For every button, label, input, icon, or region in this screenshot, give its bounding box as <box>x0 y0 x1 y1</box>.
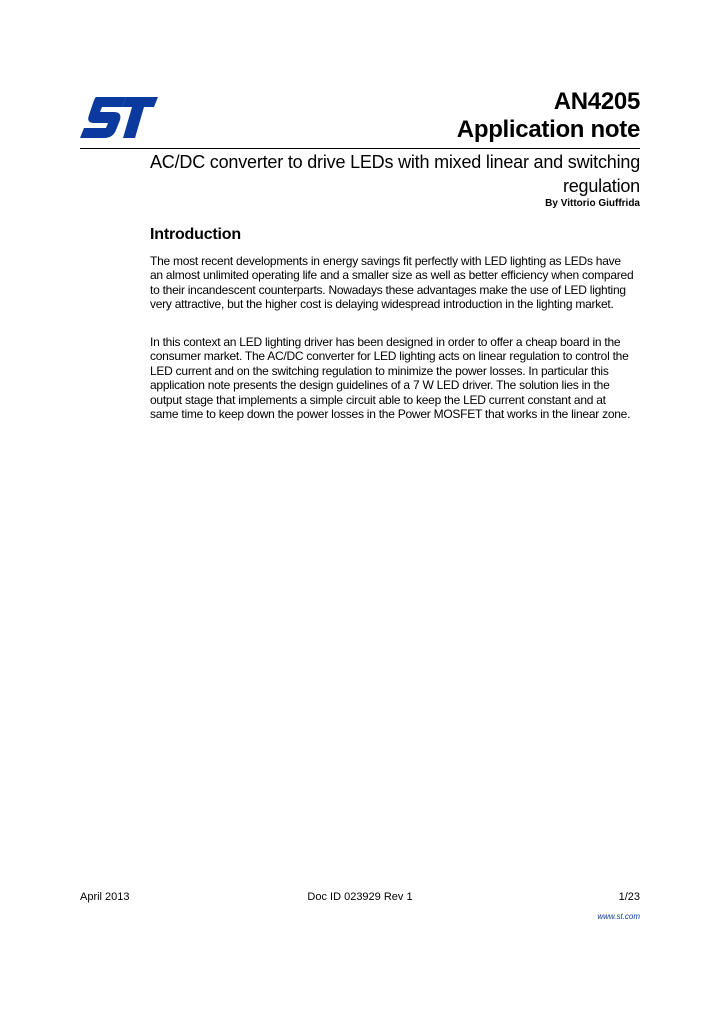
page-number: 1/23 <box>618 891 640 903</box>
author: By Vittorio Giuffrida <box>545 198 640 209</box>
introduction-paragraph: The most recent developments in energy savings fit perfectly with LED lighting as LEDs have an almost unlimited operating life and a smaller size as well as better efficiency when compared to their incandescent counterparts. Nowadays these advantages make the use of LED lighting very attractive, but the higher cost is delaying widespread introduction in the lighting market. <box>150 254 634 312</box>
page-footer <box>80 891 640 905</box>
document-header <box>457 88 640 144</box>
document-type: Application note <box>456 116 640 143</box>
document-number: AN4205 <box>553 88 640 115</box>
document-title: AC/DC converter to drive LEDs with mixed linear and switching regulation <box>150 152 640 196</box>
document-id: Doc ID 023929 Rev 1 <box>307 891 413 903</box>
introduction-paragraph: In this context an LED lighting driver has been designed in order to offer a cheap board in the consumer market. The AC/DC converter for LED lighting acts on linear regulation to control the LED current and on the switching regulation to minimize the power losses. In particular this application note presents the design guidelines of a 7 W LED driver. The solution lies in the output stage that implements a simple circuit able to keep the LED current constant and at same time to keep down the power losses in the Power MOSFET that works in the linear zone. <box>150 335 631 422</box>
website-link[interactable]: www.st.com <box>597 912 640 921</box>
title-divider <box>80 148 640 149</box>
st-logo-icon <box>80 95 158 143</box>
publication-date: April 2013 <box>80 891 130 903</box>
section-heading-introduction: Introduction <box>150 226 241 243</box>
